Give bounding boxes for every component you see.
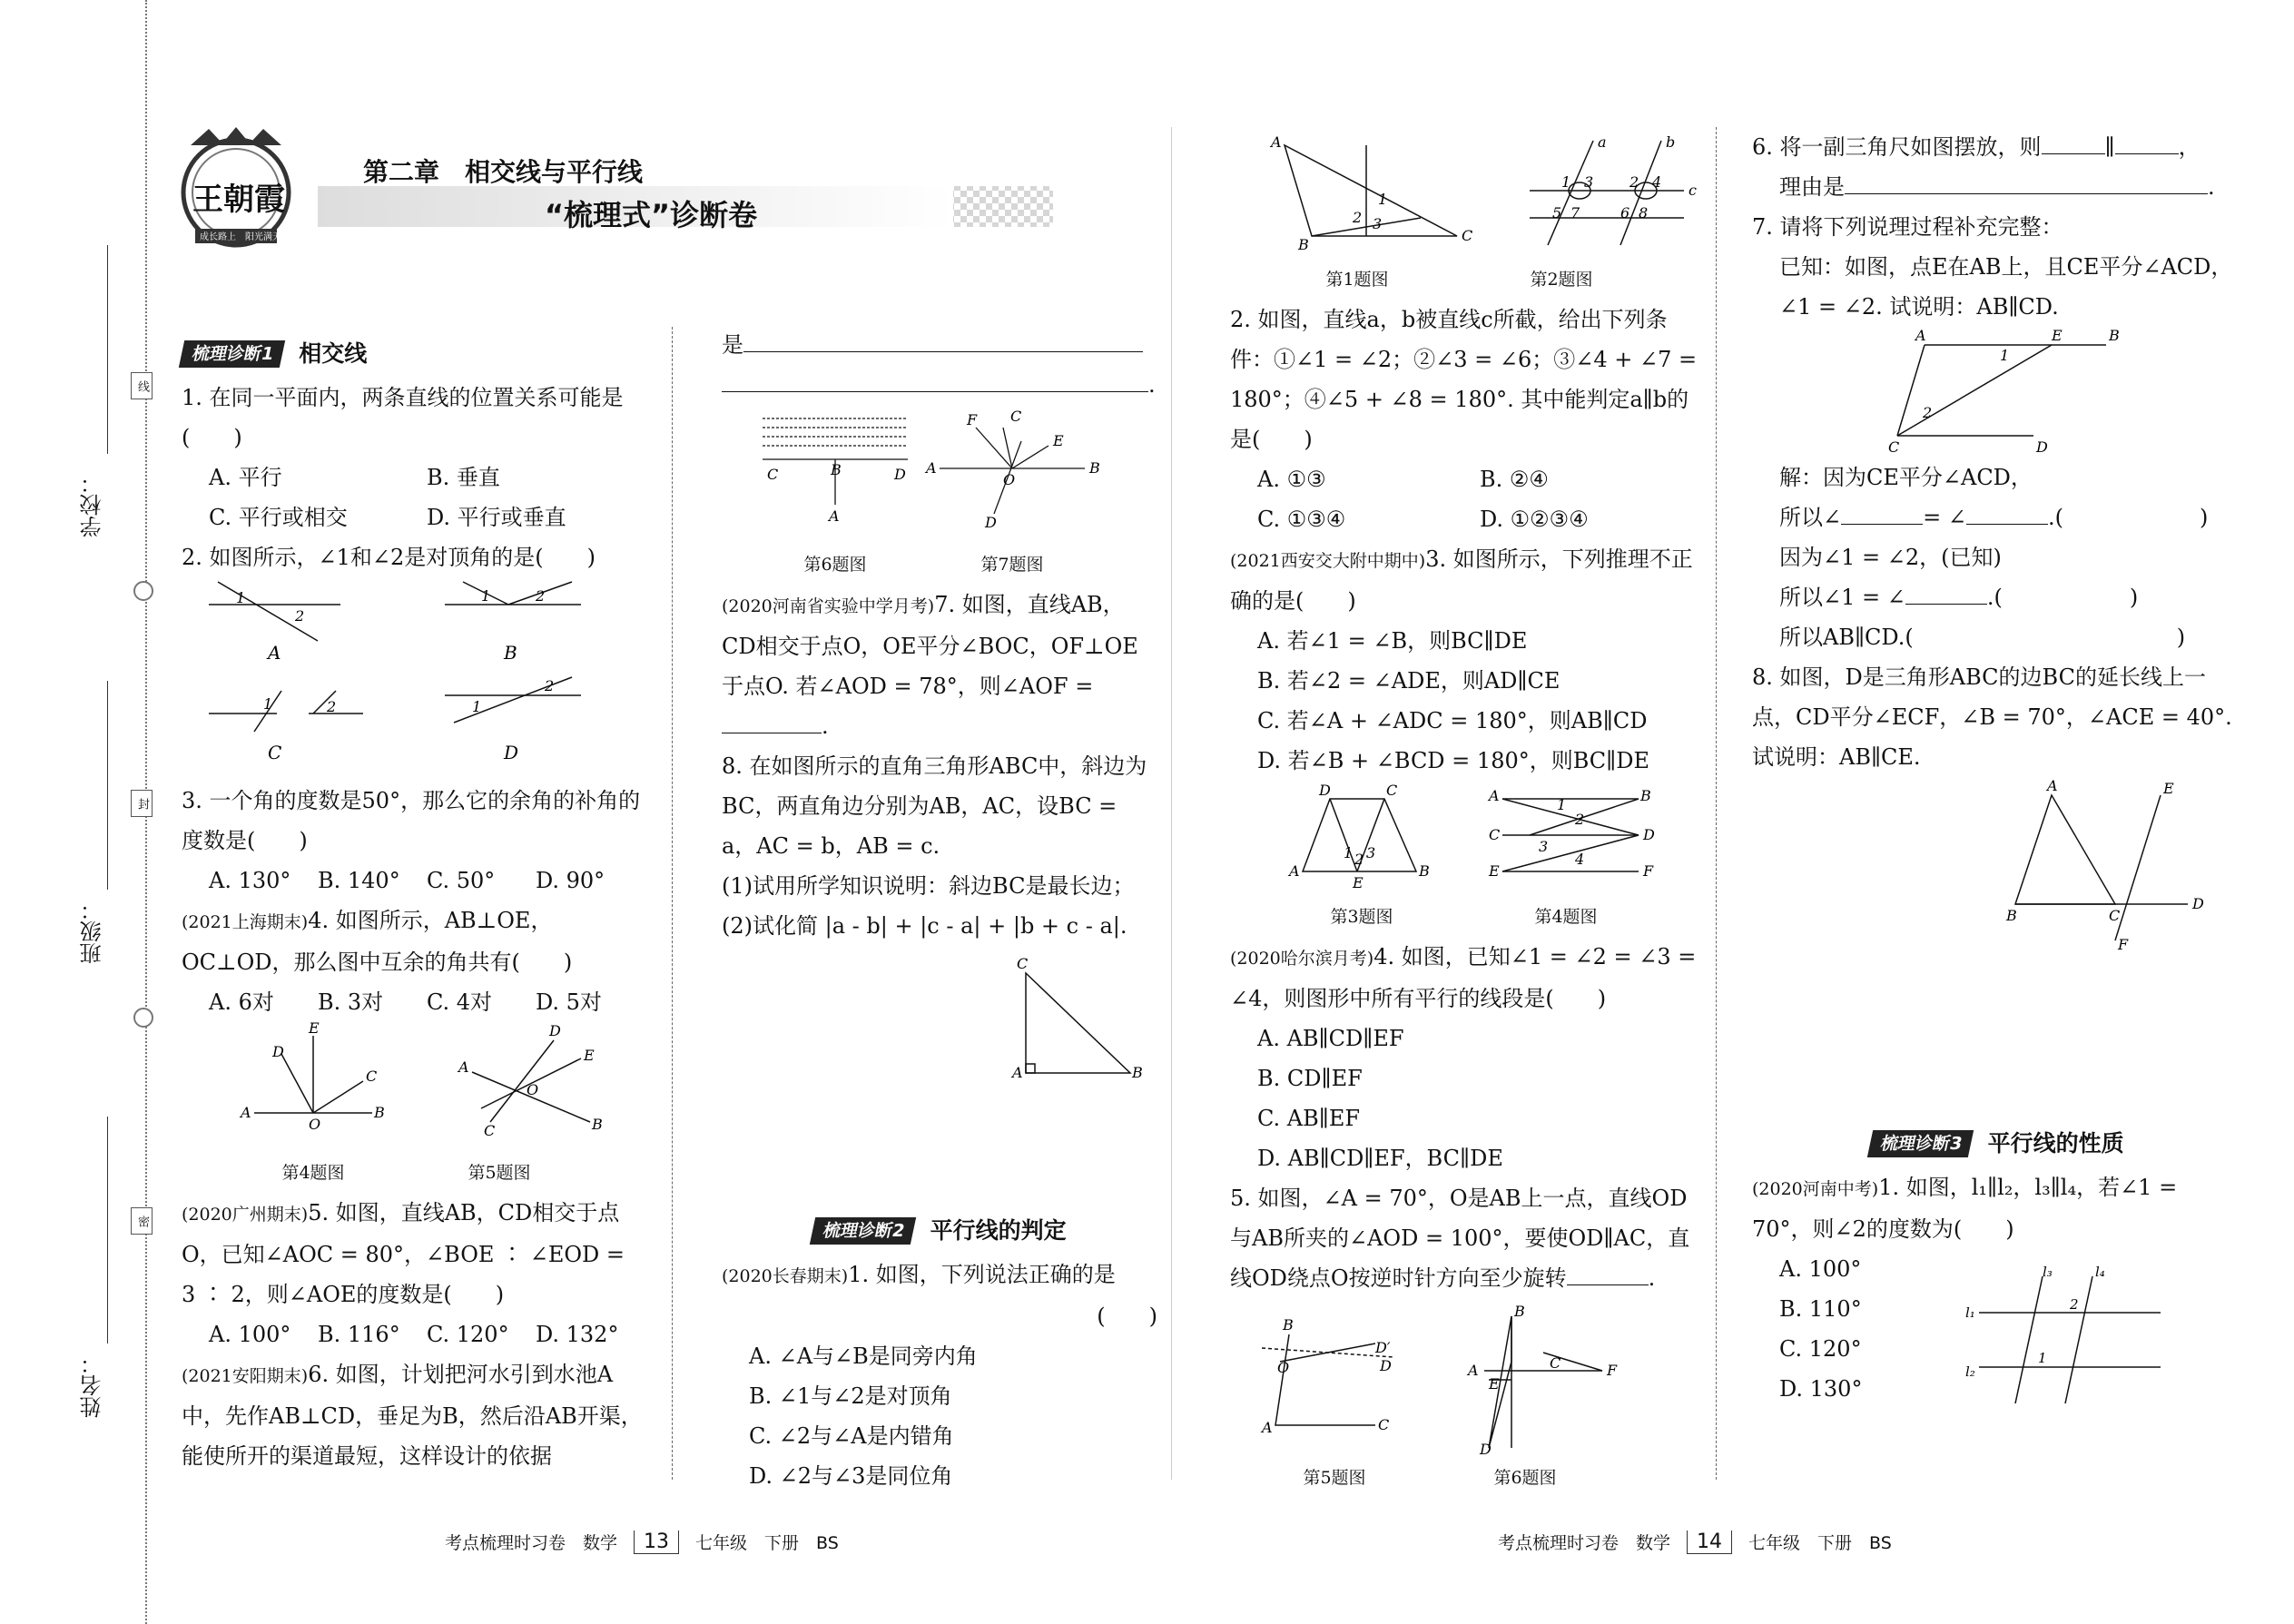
option[interactable]: A. ∠A与∠B是同旁内角 [749, 1343, 978, 1369]
q7-figure [1752, 327, 2242, 456]
answer-blank[interactable] [1845, 170, 2208, 194]
logo-sub: 成长路上 阳光满天 [200, 232, 281, 242]
svg-text:C: C [1386, 782, 1398, 799]
section-2-header [722, 1211, 1157, 1251]
answer-blank[interactable] [1905, 580, 1987, 605]
svg-text:B: B [1089, 459, 1100, 477]
svg-text:B: B [374, 1104, 385, 1121]
question-6-reason: 理由是 . [1752, 167, 2242, 207]
svg-text:1: 1 [472, 698, 482, 715]
q8-figure [1752, 777, 2242, 959]
footer-text: 考点梳理时习卷 数学 [445, 1533, 618, 1553]
option[interactable]: A. 6对 [209, 989, 274, 1015]
school-label: 学校： [80, 472, 105, 537]
question-7-given: 已知：如图，点E在AB上，且CE平分∠ACD，∠1 = ∠2. 试说明：AB∥CD. [1779, 254, 2233, 320]
q2-label-b: B [504, 642, 517, 664]
svg-text:2: 2 [1354, 851, 1364, 868]
question-6-continued: 是 [722, 325, 1157, 365]
binding-hole-icon [133, 581, 153, 601]
q1-q2-captions [1230, 260, 1702, 300]
svg-text:a: a [1598, 133, 1607, 151]
svg-text:A: A [1012, 1064, 1023, 1081]
svg-text:B: B [1132, 1064, 1143, 1081]
question-8-part-2: (2)试化简 |a - b| + |c - a| + |b + c - a|. [722, 913, 1127, 939]
answer-blank[interactable] [1567, 1261, 1649, 1285]
page-title: “梳理式”诊断卷 [545, 198, 758, 232]
q4-q5-figures [182, 1019, 645, 1149]
svg-text:A: A [1915, 327, 1926, 344]
svg-text:B: B [2109, 327, 2120, 344]
svg-text:A: A [241, 1104, 251, 1121]
svg-text:c: c [1689, 182, 1697, 199]
question-8: 8. 在如图所示的直角三角形ABC中，斜边为BC，两直角边分别为AB，AC，设BC = a，AC = b，AB = c. [722, 753, 1147, 859]
column-divider [1716, 127, 1717, 1480]
option[interactable]: D. ①②③④ [1480, 507, 1589, 532]
answer-blank[interactable] [2042, 130, 2105, 154]
svg-text:l₄: l₄ [2095, 1264, 2105, 1280]
option[interactable]: C. 4对 [427, 989, 493, 1015]
svg-text:O: O [1277, 1359, 1290, 1376]
question-7: 7. 请将下列说理过程补充完整： [1752, 214, 2063, 240]
svg-text:1: 1 [2038, 1350, 2047, 1366]
svg-text:C: C [1489, 826, 1501, 843]
svg-text:B: B [1283, 1316, 1294, 1334]
solution-line-1: 解：因为CE平分∠ACD， [1779, 465, 2033, 490]
svg-text:1: 1 [1561, 173, 1571, 191]
question-4: (2020哈尔滨月考)4. 如图，已知∠1 = ∠2 = ∠3 = ∠4，则图形中所有平行的线段是( ) [1230, 944, 1697, 1011]
svg-text:3: 3 [1539, 838, 1549, 855]
figure-caption: 第5题图 [1303, 1468, 1366, 1488]
option[interactable]: C. 50° [427, 868, 496, 893]
answer-blank[interactable] [1841, 500, 1923, 525]
svg-text:F: F [2118, 936, 2129, 953]
option[interactable]: B. 110° [1779, 1296, 1862, 1322]
name-line [107, 1117, 108, 1343]
svg-text:D′: D′ [1375, 1339, 1391, 1356]
option[interactable]: C. AB∥EF [1257, 1106, 1360, 1131]
option[interactable]: C. 若∠A + ∠ADC = 180°，则AB∥CD [1257, 708, 1648, 733]
svg-text:4: 4 [1652, 173, 1662, 191]
svg-text:C: C [1462, 227, 1473, 244]
section-tag: 梳理诊断3 [1867, 1130, 1974, 1157]
question-2: 2. 如图所示，∠1和∠2是对顶角的是( ) [182, 545, 596, 570]
svg-text:E: E [1353, 874, 1364, 891]
svg-text:B: B [831, 461, 842, 478]
svg-text:D: D [549, 1022, 561, 1039]
svg-text:C: C [1017, 955, 1029, 972]
answer-blank[interactable] [1966, 500, 2048, 525]
option[interactable]: B. CD∥EF [1257, 1066, 1363, 1091]
option[interactable]: A. AB∥CD∥EF [1257, 1026, 1404, 1051]
svg-text:C: C [1550, 1354, 1561, 1372]
column-4 [1752, 127, 2242, 1409]
class-line [107, 681, 108, 890]
mark-secret: 密 [131, 1207, 153, 1235]
svg-text:l₁: l₁ [1965, 1304, 1975, 1321]
svg-text:2: 2 [295, 607, 305, 625]
logo-text: 王朝霞 [192, 182, 285, 218]
option[interactable]: C. 平行或相交 [209, 505, 348, 530]
svg-text:C: C [2109, 907, 2121, 924]
svg-text:D: D [1643, 826, 1655, 843]
svg-text:C: C [767, 466, 779, 483]
svg-text:B: B [1514, 1303, 1525, 1320]
q6-q7-figures [722, 405, 1157, 541]
section-3-q1-body [1752, 1249, 2242, 1409]
column-3 [1230, 127, 1702, 1498]
footer-right [1498, 1530, 1892, 1554]
option[interactable]: D. ∠2与∠3是同位角 [749, 1463, 953, 1489]
svg-text:C: C [1378, 1416, 1390, 1433]
section-3-header [1752, 1124, 2242, 1164]
svg-text:A: A [1262, 1419, 1273, 1436]
svg-text:A: A [1468, 1362, 1479, 1379]
answer-blank[interactable] [743, 328, 1143, 352]
page-number: 14 [1687, 1530, 1732, 1554]
svg-text:E: E [309, 1019, 320, 1037]
answer-bracket[interactable]: ( ) [1097, 1304, 1157, 1329]
figure-caption: 第2题图 [1530, 270, 1593, 290]
option[interactable]: A. ①③ [1257, 467, 1326, 492]
question-6: (2021安阳期末)6. 如图，计划把河水引到水池A中，先作AB⊥CD，垂足为B，然后沿AB开渠，能使所开的渠道最短，这样设计的依据 [182, 1362, 643, 1469]
answer-blank[interactable] [722, 709, 822, 733]
svg-text:A: A [1489, 787, 1500, 804]
q8-figure [722, 946, 1157, 1091]
option[interactable]: D. 平行或垂直 [427, 505, 566, 530]
option[interactable]: D. 132° [536, 1322, 619, 1347]
svg-text:B: B [2006, 907, 2017, 924]
option[interactable]: B. 116° [318, 1322, 400, 1347]
option[interactable]: D. 130° [1779, 1376, 1863, 1402]
page-gutter [1171, 127, 1172, 1480]
chapter-title: 第二章 相交线与平行线 [363, 157, 644, 187]
figure-caption: 第1题图 [1325, 270, 1389, 290]
question-3: 3. 一个角的度数是50°，那么它的余角的补角的度数是( ) [182, 788, 641, 853]
svg-text:C: C [366, 1068, 378, 1085]
source-tag: (2021西安交大附中期中) [1230, 551, 1426, 571]
page-number: 13 [634, 1530, 679, 1554]
mark-line: 线 [131, 372, 153, 399]
name-label: 姓名： [80, 1353, 105, 1418]
footer-grade: 七年级 下册 BS [695, 1533, 839, 1553]
svg-text:7: 7 [1570, 204, 1580, 221]
question-7: (2020河南省实验中学月考)7. 如图，直线AB，CD相交于点O，OE平分∠BOC，OF⊥OE于点O. 若∠AOD = 78°，则∠AOF =. [722, 592, 1138, 739]
svg-text:C: C [1010, 408, 1022, 425]
source-tag: (2021安阳期末) [182, 1366, 309, 1386]
svg-text:D: D [1319, 782, 1331, 799]
source-tag: (2020河南省实验中学月考) [722, 596, 935, 616]
question-2: 2. 如图，直线a，b被直线c所截，给出下列条件：①∠1 = ∠2；②∠3 = ∠6；③∠4 + ∠7 = 180°；④∠5 + ∠8 = 180°. 其中能判定a∥b的是( ) [1230, 307, 1698, 452]
svg-text:D: D [2036, 438, 2048, 456]
q2-label-d: D [504, 742, 519, 763]
svg-text:2: 2 [1575, 811, 1585, 828]
question-3: (2021西安交大附中期中)3. 如图所示，下列推理不正确的是( ) [1230, 546, 1693, 614]
column-1 [182, 327, 645, 1476]
q2-figures [182, 577, 645, 768]
svg-text:D: D [272, 1043, 284, 1060]
svg-text:A: A [926, 459, 937, 477]
svg-text:C: C [484, 1122, 496, 1139]
svg-text:4: 4 [1575, 851, 1585, 868]
svg-text:A: A [458, 1058, 469, 1076]
section-3-question-1: (2020河南中考)1. 如图，l₁∥l₂，l₃∥l₄，若∠1 = 70°，则∠2的度数为( ) [1752, 1175, 2178, 1242]
footer-left [445, 1530, 839, 1554]
class-label: 班级： [80, 899, 105, 964]
section-tag: 梳理诊断1 [179, 340, 286, 368]
section-title: 相交线 [299, 340, 368, 367]
question-5: (2020广州期末)5. 如图，直线AB，CD相交于点O，已知∠AOC = 80°，∠BOE ∶ ∠EOD = 3 ∶ 2，则∠AOE的度数是( ) [182, 1200, 625, 1307]
source-tag: (2020哈尔滨月考) [1230, 949, 1374, 969]
section-title: 平行线的判定 [930, 1217, 1067, 1244]
mark-seal: 封 [131, 790, 153, 817]
q1-q2-figures [1230, 127, 1702, 254]
svg-text:F: F [967, 411, 978, 428]
question-1-options [182, 458, 645, 537]
option[interactable]: B. 3对 [318, 989, 384, 1015]
q3-q4-captions [1230, 897, 1702, 937]
source-tag: (2020广州期末) [182, 1205, 309, 1225]
option[interactable]: B. 140° [318, 868, 400, 893]
header [172, 127, 1153, 245]
svg-text:B: B [1298, 236, 1309, 253]
svg-text:D: D [894, 466, 906, 483]
svg-text:b: b [1666, 133, 1676, 151]
figure-caption: 第4题图 [1534, 907, 1598, 927]
option[interactable]: B. ∠1与∠2是对顶角 [749, 1383, 952, 1409]
option[interactable]: A. 130° [209, 868, 291, 893]
figure-caption: 第6题图 [803, 555, 867, 575]
question-6-line-2: . [722, 365, 1157, 405]
svg-text:2: 2 [2070, 1296, 2079, 1313]
footer-text: 考点梳理时习卷 数学 [1498, 1533, 1671, 1553]
svg-text:D: D [1480, 1441, 1492, 1458]
option[interactable]: B. 垂直 [427, 465, 500, 490]
svg-text:2: 2 [536, 587, 546, 605]
svg-text:3: 3 [1366, 844, 1376, 861]
figure-caption: 第6题图 [1493, 1468, 1557, 1488]
svg-text:5: 5 [1552, 204, 1562, 221]
column-2 [722, 325, 1157, 1496]
option[interactable]: C. 120° [1779, 1336, 1862, 1362]
question-4: (2021上海期末)4. 如图所示，AB⊥OE，OC⊥OD，那么图中互余的角共有( ) [182, 908, 573, 975]
source-tag: (2020河南中考) [1752, 1179, 1879, 1199]
svg-text:1: 1 [1344, 844, 1354, 861]
svg-text:1: 1 [2000, 347, 2010, 364]
svg-text:E: E [2052, 327, 2063, 344]
svg-text:A: A [1271, 133, 1282, 151]
svg-text:2: 2 [1353, 209, 1363, 226]
q6-q7-captions [722, 545, 1157, 585]
q5-q6-figures [1230, 1298, 1702, 1458]
figure-caption: 第7题图 [980, 555, 1044, 575]
question-5: 5. 如图，∠A = 70°，O是AB上一点，直线OD与AB所夹的∠AOD = 100°，要使OD∥AC，直线OD绕点O按逆时针方向至少旋转 . [1230, 1186, 1690, 1291]
s3-q1-figure [1934, 1249, 2170, 1403]
svg-text:F: F [1643, 862, 1654, 880]
option[interactable]: A. 100° [209, 1322, 291, 1347]
q2-label-c: C [268, 742, 282, 763]
question-1: 1. 在同一平面内，两条直线的位置关系可能是( ) [182, 385, 624, 450]
svg-text:2: 2 [1923, 404, 1933, 421]
column-divider [672, 327, 673, 1480]
option[interactable]: B. 若∠2 = ∠ADE，则AD∥CE [1257, 668, 1561, 694]
svg-text:O: O [527, 1081, 539, 1098]
svg-text:l₂: l₂ [1965, 1363, 1975, 1380]
q4-q5-captions [182, 1153, 645, 1193]
svg-text:6: 6 [1620, 204, 1630, 221]
solution-line-2: 所以∠ = ∠ .( ) [1752, 497, 2242, 537]
svg-text:1: 1 [236, 589, 246, 606]
svg-text:2: 2 [1629, 173, 1639, 191]
section-3-q1-options [1752, 1249, 1934, 1409]
svg-text:B: B [1419, 862, 1430, 880]
question-3-options [182, 861, 645, 901]
svg-text:D: D [1380, 1357, 1392, 1374]
svg-text:F: F [1607, 1362, 1618, 1379]
option[interactable]: D. AB∥CD∥EF，BC∥DE [1257, 1146, 1503, 1171]
option[interactable]: B. ②④ [1480, 467, 1549, 492]
binding-hole-icon [133, 1008, 153, 1028]
solution-line-3: 因为∠1 = ∠2，(已知) [1779, 545, 2002, 570]
svg-text:E: E [1489, 1375, 1500, 1393]
question-2-options [1230, 459, 1702, 539]
svg-text:1: 1 [1557, 796, 1567, 813]
option[interactable]: A. 若∠1 = ∠B，则BC∥DE [1257, 628, 1528, 654]
svg-text:1: 1 [1378, 191, 1388, 208]
svg-text:E: E [1053, 432, 1064, 449]
solution-line-4: 所以∠1 = ∠ .( ) [1752, 577, 2242, 617]
option[interactable]: A. 100° [1779, 1256, 1862, 1282]
svg-text:2: 2 [327, 698, 337, 715]
q5-q6-captions [1230, 1458, 1702, 1498]
svg-text:C: C [1888, 438, 1900, 456]
svg-text:1: 1 [481, 587, 491, 605]
svg-text:A: A [829, 507, 840, 525]
section-2-question-1: (2020长春期末)1. 如图，下列说法正确的是 [722, 1262, 1116, 1287]
section-1-header [182, 334, 645, 374]
svg-text:E: E [1489, 862, 1500, 880]
svg-text:E: E [584, 1047, 595, 1064]
svg-text:A: A [2047, 777, 2058, 794]
answer-blank[interactable] [722, 368, 1148, 392]
svg-text:D: D [985, 514, 997, 531]
svg-text:l₃: l₃ [2043, 1264, 2053, 1280]
question-6: 6. 将一副三角尺如图摆放，则 ∥ ， [1752, 127, 2242, 167]
svg-text:O: O [309, 1116, 321, 1133]
figure-caption: 第4题图 [281, 1163, 345, 1183]
option[interactable]: C. ∠2与∠A是内错角 [749, 1423, 954, 1449]
school-line [107, 245, 108, 454]
footer-grade: 七年级 下册 BS [1748, 1533, 1892, 1553]
q3-q4-figures [1230, 781, 1702, 890]
q2-label-a: A [268, 642, 281, 664]
svg-text:8: 8 [1639, 204, 1649, 221]
svg-text:2: 2 [545, 677, 555, 694]
source-tag: (2020长春期末) [722, 1266, 849, 1286]
option[interactable]: D. 若∠B + ∠BCD = 180°，则BC∥DE [1257, 748, 1650, 773]
answer-blank[interactable] [2115, 130, 2179, 154]
source-tag: (2021上海期末) [182, 912, 309, 932]
question-4-options [182, 982, 645, 1022]
question-5-options [182, 1314, 645, 1354]
svg-text:D: D [2192, 895, 2204, 912]
question-8: 8. 如图，D是三角形ABC的边BC的延长线上一点，CD平分∠ECF，∠B = 70°，∠ACE = 40°. 试说明：AB∥CE. [1752, 664, 2232, 770]
svg-text:A: A [1289, 862, 1300, 880]
option[interactable]: C. ①③④ [1257, 507, 1346, 532]
svg-text:B: B [592, 1116, 603, 1133]
solution-line-5: 所以AB∥CD.( ) [1779, 625, 2186, 650]
figure-caption: 第3题图 [1330, 907, 1393, 927]
question-8-part-1: (1)试用所学知识说明：斜边BC是最长边； [722, 873, 1135, 899]
svg-text:3: 3 [1584, 173, 1594, 191]
section-tag: 梳理诊断2 [810, 1217, 917, 1245]
svg-text:1: 1 [263, 695, 273, 713]
option[interactable]: D. 5对 [536, 989, 602, 1015]
section-title: 平行线的性质 [1987, 1130, 2124, 1156]
svg-text:O: O [1003, 471, 1016, 488]
svg-text:B: B [1640, 787, 1651, 804]
option[interactable]: C. 120° [427, 1322, 509, 1347]
figure-caption: 第5题图 [468, 1163, 531, 1183]
option[interactable]: D. 90° [536, 868, 605, 893]
option[interactable]: A. 平行 [209, 465, 282, 490]
svg-text:E: E [2163, 780, 2174, 797]
svg-text:3: 3 [1373, 215, 1383, 232]
